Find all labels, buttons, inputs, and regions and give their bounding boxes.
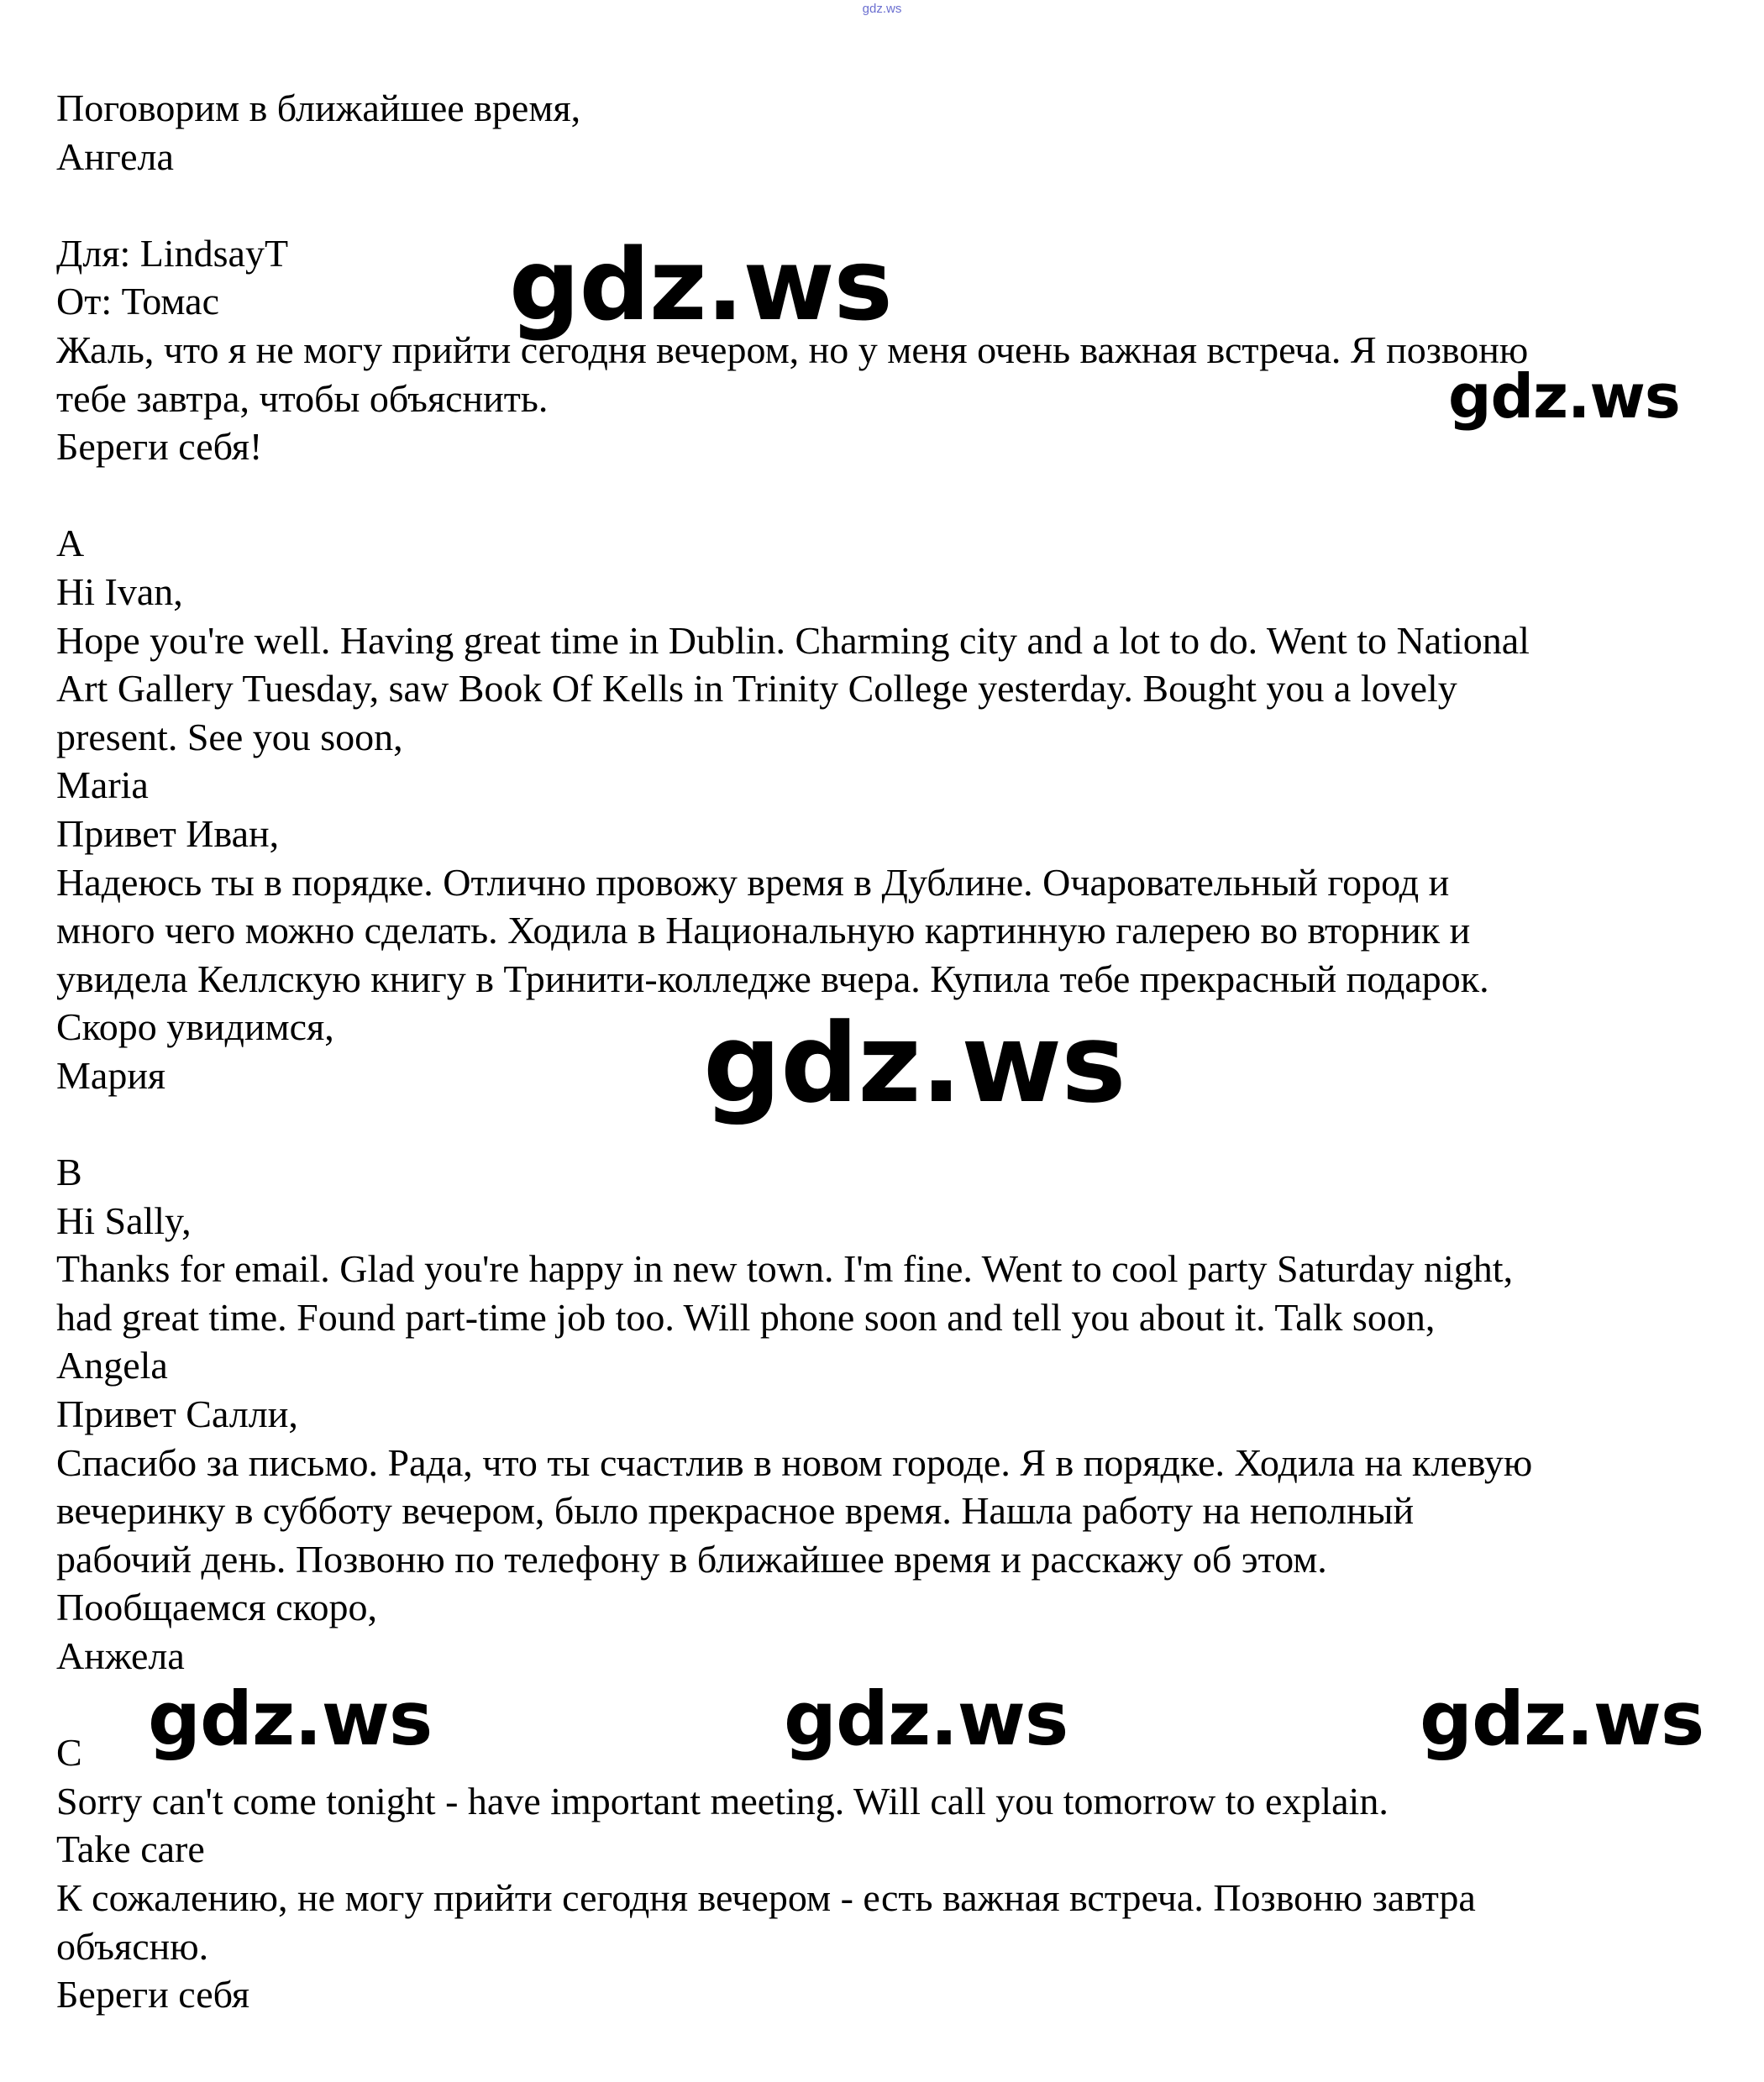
text-line: Hi Sally, xyxy=(56,1198,192,1242)
watermark: gdz.ws xyxy=(148,1676,433,1762)
text-line: Анжела xyxy=(56,1634,185,1677)
watermark: gdz.ws xyxy=(784,1676,1068,1762)
text-line: Береги себя xyxy=(56,1973,250,2016)
text-line: Для: LindsayT xyxy=(56,231,289,275)
text-line: Take care xyxy=(56,1828,205,1871)
text-line: Привет Салли, xyxy=(56,1392,298,1436)
text-line: Maria xyxy=(56,763,149,807)
watermark: gdz.ws xyxy=(703,999,1126,1127)
watermark: gdz.ws xyxy=(509,227,892,343)
text-line: увидела Келлскую книгу в Тринити-колледже вчера. Купила тебе прекрасный подарок. xyxy=(56,957,1489,1000)
text-line: Art Gallery Tuesday, saw Book Of Kells in Trinity College yesterday. Bought you a lovely xyxy=(56,667,1457,711)
text-line: рабочий день. Позвоню по телефону в ближайшее время и расскажу об этом. xyxy=(56,1537,1327,1581)
text-line: Жаль, что я не могу прийти сегодня вечером, но у меня очень важная встреча. Я позвоню xyxy=(56,328,1529,371)
text-line: present. See you soon, xyxy=(56,715,403,758)
text-line: had great time. Found part-time job too. Will phone soon and tell you about it. Talk soon, xyxy=(56,1295,1436,1339)
text-line: вечеринку в субботу вечером, было прекрасное время. Нашла работу на неполный xyxy=(56,1489,1415,1533)
text-line: тебе завтра, чтобы объяснить. xyxy=(56,376,549,420)
text-line: К сожалению, не могу прийти сегодня вечером - есть важная встреча. Позвоню завтра xyxy=(56,1875,1476,1919)
source-watermark-top: gdz.ws xyxy=(862,2,902,16)
watermark: gdz.ws xyxy=(1448,361,1680,432)
text-line: Thanks for email. Glad you're happy in new town. I'm fine. Went to cool party Saturday night, xyxy=(56,1247,1514,1291)
text-line: Скоро увидимся, xyxy=(56,1005,334,1049)
text-line: B xyxy=(56,1151,82,1194)
text-line: Привет Иван, xyxy=(56,811,280,855)
text-line: Береги себя! xyxy=(56,425,263,469)
text-line: Мария xyxy=(56,1053,166,1097)
text-line: Sorry can't come tonight - have important meeting. Will call you tomorrow to explain. xyxy=(56,1779,1389,1822)
text-line: A xyxy=(56,522,85,565)
text-line: объясню. xyxy=(56,1924,209,1968)
watermark: gdz.ws xyxy=(1420,1676,1704,1762)
text-line: От: Томас xyxy=(56,280,219,323)
text-line: Hi Ivan, xyxy=(56,569,183,613)
text-line: C xyxy=(56,1731,82,1775)
text-line: Ангела xyxy=(56,134,174,178)
text-line: Спасибо за письмо. Рада, что ты счастлив в новом городе. Я в порядке. Ходила на клевую xyxy=(56,1440,1533,1484)
text-line: Пообщаемся скоро, xyxy=(56,1586,377,1629)
blank-line xyxy=(56,471,1703,520)
text-line: Angela xyxy=(56,1344,168,1387)
text-line: Hope you're well. Having great time in Dublin. Charming city and a lot to do. Went to National xyxy=(56,618,1530,662)
text-line: Поговорим в ближайшее время, xyxy=(56,87,581,129)
text-line: Надеюсь ты в порядке. Отлично провожу время в Дублине. Очаровательный город и xyxy=(56,860,1450,904)
blank-line xyxy=(56,181,1703,229)
text-line: много чего можно сделать. Ходила в Национальную картинную галерею во вторник и xyxy=(56,909,1471,952)
